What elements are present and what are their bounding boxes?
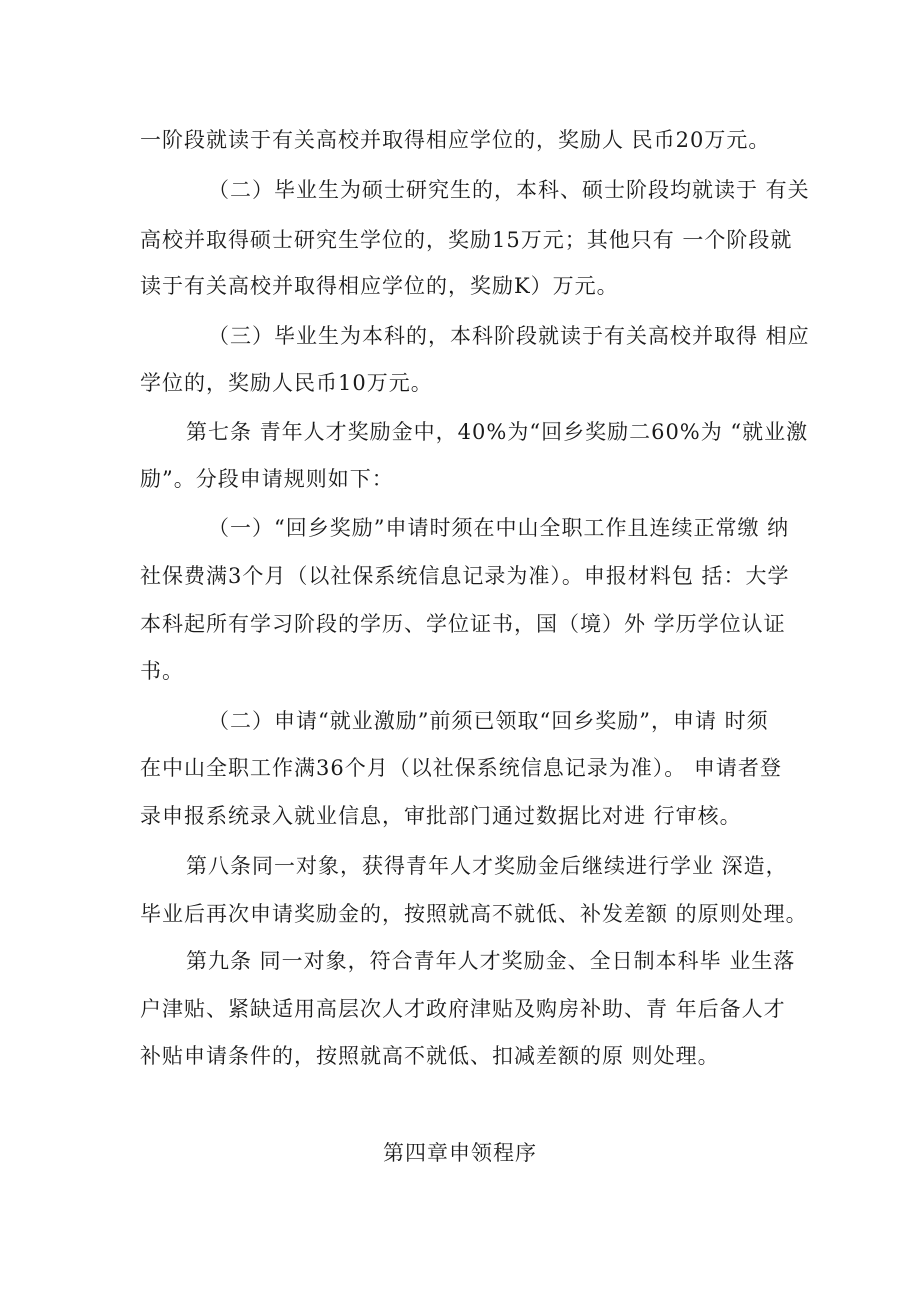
text-line-3: 高校并取得硕士研究生学位的，奖励15万元；其他只有 一个阶段就 [140,228,793,252]
text-line-5: （三）毕业生为本科的，本科阶段就读于有关高校并取得 相应 [208,324,810,348]
text-line-15: 录申报系统录入就业信息，审批部门通过数据比对进 行审核。 [140,804,742,828]
text-line-11: 本科起所有学习阶段的学历、学位证书，国（境）外 学历学位认证 [140,612,786,636]
chapter-heading: 第四章申领程序 [383,1141,537,1165]
text-line-20: 补贴申请条件的，按照就高不就低、扣减差额的原 则处理。 [140,1044,720,1068]
text-line-13: （二）申请“就业激励”前须已领取“回乡奖励”，申请 时须 [208,709,769,733]
text-line-6: 学位的，奖励人民币10万元。 [140,371,433,395]
text-line-19: 户津贴、紧缺适用高层次人才政府津贴及购房补助、青 年后备人才 [140,997,786,1021]
text-line-10: 社保费满3个月（以社保系统信息记录为准）。申报材料包 括：大学 [140,564,790,588]
text-line-1: 一阶段就读于有关高校并取得相应学位的，奖励人 民币20万元。 [140,128,771,152]
text-line-7: 第七条 青年人才奖励金中，40%为“回乡奖励二60%为 “就业激 [186,420,809,444]
text-line-2: （二）毕业生为硕士研究生的，本科、硕士阶段均就读于 有关 [208,178,810,202]
text-line-14: 在中山全职工作满36个月（以社保系统信息记录为准）。 申请者登 [140,756,782,780]
text-line-4: 读于有关高校并取得相应学位的，奖励K）万元。 [140,274,619,298]
text-line-16: 第八条同一对象，获得青年人才奖励金后继续进行学业 深造， [186,854,788,878]
text-line-8: 励”。分段申请规则如下： [140,467,394,491]
text-line-9: （一）“回乡奖励”申请时须在中山全职工作且连续正常缴 纳 [208,516,790,540]
text-line-12: 书。 [140,659,184,683]
text-line-17: 毕业后再次申请奖励金的，按照就高不就低、补发差额 的原则处理。 [140,902,808,926]
text-line-18: 第九条 同一对象，符合青年人才奖励金、全日制本科毕 业生落 [186,949,796,973]
